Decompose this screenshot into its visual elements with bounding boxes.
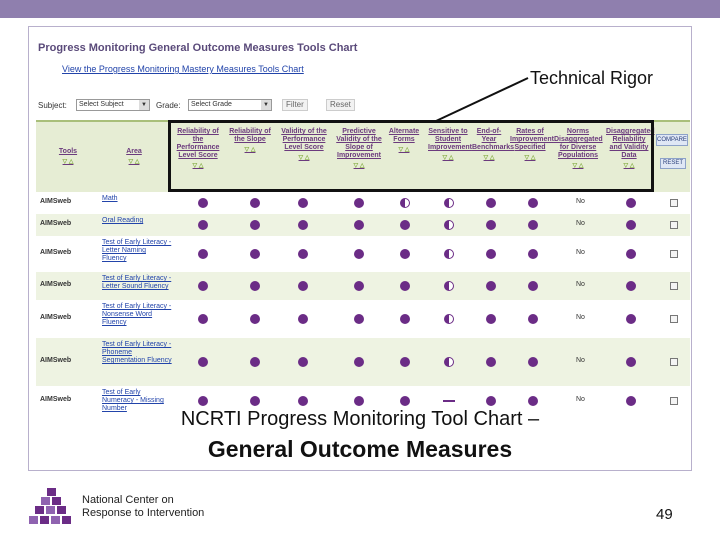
filter-bar: [36, 98, 396, 114]
full-bubble-icon: [354, 220, 364, 230]
full-bubble-icon: [528, 314, 538, 324]
full-bubble-icon: [250, 220, 260, 230]
full-bubble-icon: [298, 396, 308, 406]
full-bubble-icon: [250, 396, 260, 406]
col-reliability-performance[interactable]: Reliability of the Performance Level Score ▽ △: [172, 128, 224, 170]
full-bubble-icon: [354, 249, 364, 259]
chart-page-title: Progress Monitoring General Outcome Measures Tools Chart: [38, 42, 358, 54]
half-bubble-icon: [444, 220, 454, 230]
full-bubble-icon: [528, 249, 538, 259]
compare-checkbox[interactable]: [670, 250, 678, 258]
full-bubble-icon: [354, 198, 364, 208]
full-bubble-icon: [626, 314, 636, 324]
sort-icon: ▽ △: [353, 163, 365, 169]
full-bubble-icon: [626, 357, 636, 367]
col-predictive-validity-slope[interactable]: Predictive Validity of the Slope of Improvement ▽ △: [336, 128, 382, 169]
half-bubble-icon: [444, 249, 454, 259]
mastery-measures-link[interactable]: View the Progress Monitoring Mastery Measures Tools Chart: [62, 64, 304, 74]
table-row: [36, 214, 690, 236]
area-link[interactable]: Math: [102, 195, 118, 202]
full-bubble-icon: [486, 357, 496, 367]
subject-select[interactable]: Select Subject ▼: [76, 99, 150, 111]
half-bubble-icon: [444, 357, 454, 367]
area-link[interactable]: Test of Early Literacy - Letter Naming Fluency: [102, 239, 172, 262]
subject-label: Subject:: [38, 101, 67, 110]
tool-name: AIMSweb: [40, 396, 72, 403]
col-rates-of-improvement[interactable]: Rates of Improvement Specified ▽ △: [510, 128, 554, 161]
table-row: [36, 300, 690, 338]
full-bubble-icon: [528, 357, 538, 367]
rating-text: No: [576, 357, 585, 364]
full-bubble-icon: [198, 314, 208, 324]
half-bubble-icon: [444, 314, 454, 324]
rating-text: No: [576, 396, 585, 403]
tool-name: AIMSweb: [40, 314, 72, 321]
full-bubble-icon: [354, 357, 364, 367]
sort-icon: ▽ △: [192, 163, 204, 169]
chevron-down-icon: ▼: [261, 100, 271, 110]
rating-text: No: [576, 314, 585, 321]
full-bubble-icon: [250, 281, 260, 291]
sort-icon: ▽ △: [442, 155, 454, 161]
area-link[interactable]: Test of Early Literacy - Letter Sound Fluency: [102, 275, 172, 290]
col-sensitive-improvement[interactable]: Sensitive to Student Improvement ▽ △: [428, 128, 472, 161]
grade-label: Grade:: [156, 101, 181, 110]
col-validity-performance[interactable]: Validity of the Performance Level Score ▽ △: [276, 128, 332, 162]
table-row: [36, 192, 690, 214]
chevron-down-icon: ▼: [139, 100, 149, 110]
slide-caption-title: General Outcome Measures: [207, 436, 513, 462]
sort-icon: ▽ △: [128, 159, 140, 165]
org-line-1: National Center on: [82, 494, 174, 506]
half-bubble-icon: [444, 281, 454, 291]
full-bubble-icon: [250, 249, 260, 259]
full-bubble-icon: [626, 281, 636, 291]
full-bubble-icon: [354, 396, 364, 406]
ncrti-logo-icon: [28, 486, 74, 530]
tools-chart-screenshot: [36, 40, 690, 412]
col-area[interactable]: Area ▽ △: [102, 148, 166, 166]
table-row: [36, 236, 690, 272]
full-bubble-icon: [400, 281, 410, 291]
filter-button[interactable]: Filter: [282, 99, 308, 111]
full-bubble-icon: [626, 198, 636, 208]
full-bubble-icon: [298, 357, 308, 367]
slide-caption: NCRTI Progress Monitoring Tool Chart –: [180, 408, 540, 430]
full-bubble-icon: [298, 314, 308, 324]
full-bubble-icon: [400, 396, 410, 406]
area-link[interactable]: Test of Early Literacy - Phoneme Segmentation Fluency: [102, 341, 172, 364]
rating-text: No: [576, 220, 585, 227]
full-bubble-icon: [626, 249, 636, 259]
sort-icon: ▽ △: [572, 163, 584, 169]
full-bubble-icon: [298, 281, 308, 291]
full-bubble-icon: [250, 314, 260, 324]
sort-icon: ▽ △: [298, 155, 310, 161]
full-bubble-icon: [198, 249, 208, 259]
full-bubble-icon: [298, 249, 308, 259]
col-alternate-forms[interactable]: Alternate Forms ▽ △: [384, 128, 424, 154]
sort-icon: ▽ △: [524, 155, 536, 161]
reset-filter-button[interactable]: Reset: [326, 99, 355, 111]
full-bubble-icon: [250, 198, 260, 208]
table-row: [36, 338, 690, 386]
full-bubble-icon: [298, 220, 308, 230]
compare-checkbox[interactable]: [670, 315, 678, 323]
full-bubble-icon: [198, 281, 208, 291]
compare-checkbox[interactable]: [670, 358, 678, 366]
full-bubble-icon: [400, 357, 410, 367]
slide-top-bar: [0, 0, 720, 18]
rating-text: No: [576, 198, 585, 205]
full-bubble-icon: [198, 357, 208, 367]
area-link[interactable]: Test of Early Literacy - Nonsense Word Fluency: [102, 303, 172, 326]
full-bubble-icon: [528, 198, 538, 208]
grade-select[interactable]: Select Grade ▼: [188, 99, 272, 111]
full-bubble-icon: [354, 314, 364, 324]
sort-icon: ▽ △: [483, 155, 495, 161]
sort-icon: ▽ △: [623, 163, 635, 169]
full-bubble-icon: [528, 396, 538, 406]
full-bubble-icon: [486, 249, 496, 259]
sort-icon: ▽ △: [244, 147, 256, 153]
half-bubble-icon: [400, 198, 410, 208]
col-disaggregated-reliability[interactable]: Disaggregated Reliability and Validity Data ▽ △: [606, 128, 655, 169]
sort-icon: ▽ △: [62, 159, 74, 165]
full-bubble-icon: [486, 281, 496, 291]
tool-name: AIMSweb: [40, 198, 72, 205]
rating-text: No: [576, 249, 585, 256]
full-bubble-icon: [486, 314, 496, 324]
annotation-label: Technical Rigor: [530, 68, 654, 88]
full-bubble-icon: [198, 396, 208, 406]
sort-icon: ▽ △: [398, 147, 410, 153]
page-number: 49: [656, 506, 673, 523]
full-bubble-icon: [198, 220, 208, 230]
full-bubble-icon: [354, 281, 364, 291]
full-bubble-icon: [626, 220, 636, 230]
compare-checkbox[interactable]: [670, 199, 678, 207]
col-tools[interactable]: Tools ▽ △: [38, 148, 98, 166]
full-bubble-icon: [486, 220, 496, 230]
full-bubble-icon: [298, 198, 308, 208]
compare-checkbox[interactable]: [670, 221, 678, 229]
tool-name: AIMSweb: [40, 249, 72, 256]
tool-name: AIMSweb: [40, 281, 72, 288]
full-bubble-icon: [626, 396, 636, 406]
col-end-of-year-benchmarks[interactable]: End-of-Year Benchmarks ▽ △: [472, 128, 515, 161]
col-reliability-slope[interactable]: Reliability of the Slope ▽ △: [229, 128, 271, 153]
tool-name: AIMSweb: [40, 220, 72, 227]
full-bubble-icon: [486, 396, 496, 406]
table-row: [36, 272, 690, 300]
compare-checkbox[interactable]: [670, 282, 678, 290]
full-bubble-icon: [250, 357, 260, 367]
rating-text: No: [576, 281, 585, 288]
org-line-2: Response to Intervention: [82, 507, 205, 519]
col-norms-disaggregated[interactable]: Norms Disaggregated for Diverse Populations ▽ △: [554, 128, 603, 169]
technical-rigor-highlight: [168, 120, 654, 192]
tool-name: AIMSweb: [40, 357, 72, 364]
full-bubble-icon: [486, 198, 496, 208]
area-link[interactable]: Oral Reading: [102, 217, 144, 224]
area-link[interactable]: Test of Early Numeracy - Missing Number: [102, 389, 164, 412]
compare-button[interactable]: COMPARE: [656, 134, 688, 146]
dash-icon: [443, 400, 455, 402]
full-bubble-icon: [528, 220, 538, 230]
compare-checkbox[interactable]: [670, 397, 678, 405]
full-bubble-icon: [400, 249, 410, 259]
full-bubble-icon: [198, 198, 208, 208]
organization-name: [82, 494, 204, 520]
full-bubble-icon: [400, 314, 410, 324]
full-bubble-icon: [400, 220, 410, 230]
reset-compare-button[interactable]: RESET: [660, 158, 686, 169]
full-bubble-icon: [528, 281, 538, 291]
half-bubble-icon: [444, 198, 454, 208]
